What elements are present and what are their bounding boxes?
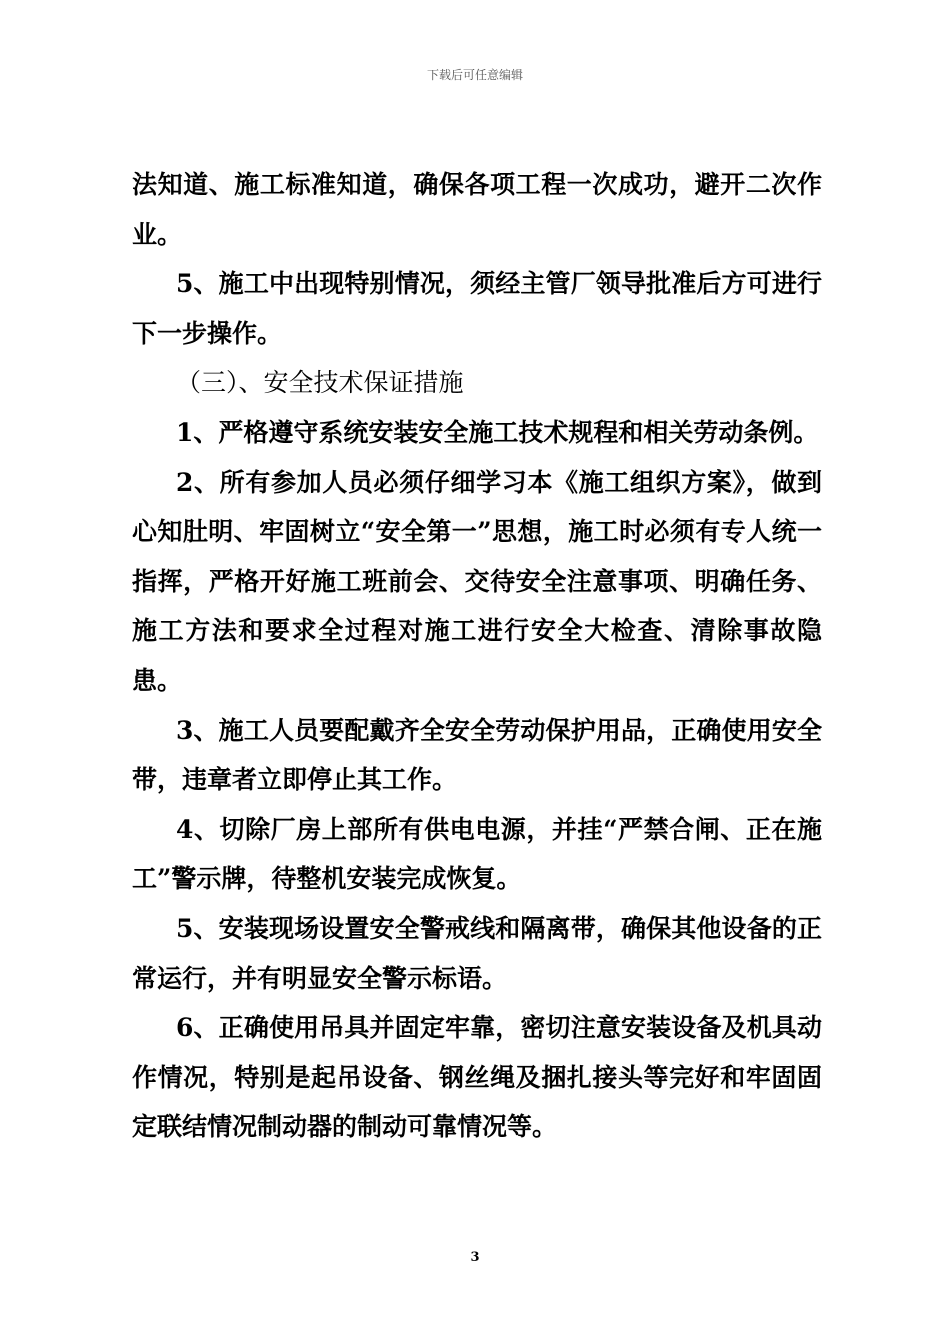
paragraph-safety-item-1: 1、严格遵守系统安装安全施工技术规程和相关劳动条例。 [176, 417, 819, 447]
paragraph-safety-item-3: 3、施工人员要配戴齐全安全劳动保护用品，正确使用安全带，违章者立即停止其工作。 [132, 715, 822, 795]
paragraph-item-5: 5、施工中出现特别情况，须经主管厂领导批准后方可进行下一步操作。 [132, 269, 822, 348]
header-note: 下载后可任意编辑 [426, 68, 523, 82]
paragraph-safety-item-6: 6、正确使用吊具并固定牢靠，密切注意安装设备及机具动作情况，特别是起吊设备、钢丝绳及捆扎接头等完好和牢固固定联结情况制动器的制动可靠情况等。 [132, 1013, 822, 1142]
page-number: 3 [470, 1250, 480, 1265]
paragraph-continuation: 法知道、施工标准知道，确保各项工程一次成功，避开二次作业。 [132, 170, 822, 249]
paragraph-safety-item-4: 4、切除厂房上部所有供电电源，并挂“严禁合闸、正在施工”警示牌，待整机安装完成恢复。 [132, 814, 822, 894]
paragraph-safety-item-5: 5、安装现场设置安全警戒线和隔离带，确保其他设备的正常运行，并有明显安全警示标语。 [132, 913, 822, 993]
paragraph-safety-item-2: 2、所有参加人员必须仔细学习本《施工组织方案》，做到心知肚明、牢固树立“安全第一”思想，施工时必须有专人统一指挥，严格开好施工班前会、交待安全注意事项、明确任务、施工方法和要求全过程对施工进行安全大检查、清除事故隐患。 [132, 467, 822, 695]
document-body [132, 160, 822, 1152]
section-heading-safety-measures: （三）、安全技术保证措施 [176, 368, 464, 398]
